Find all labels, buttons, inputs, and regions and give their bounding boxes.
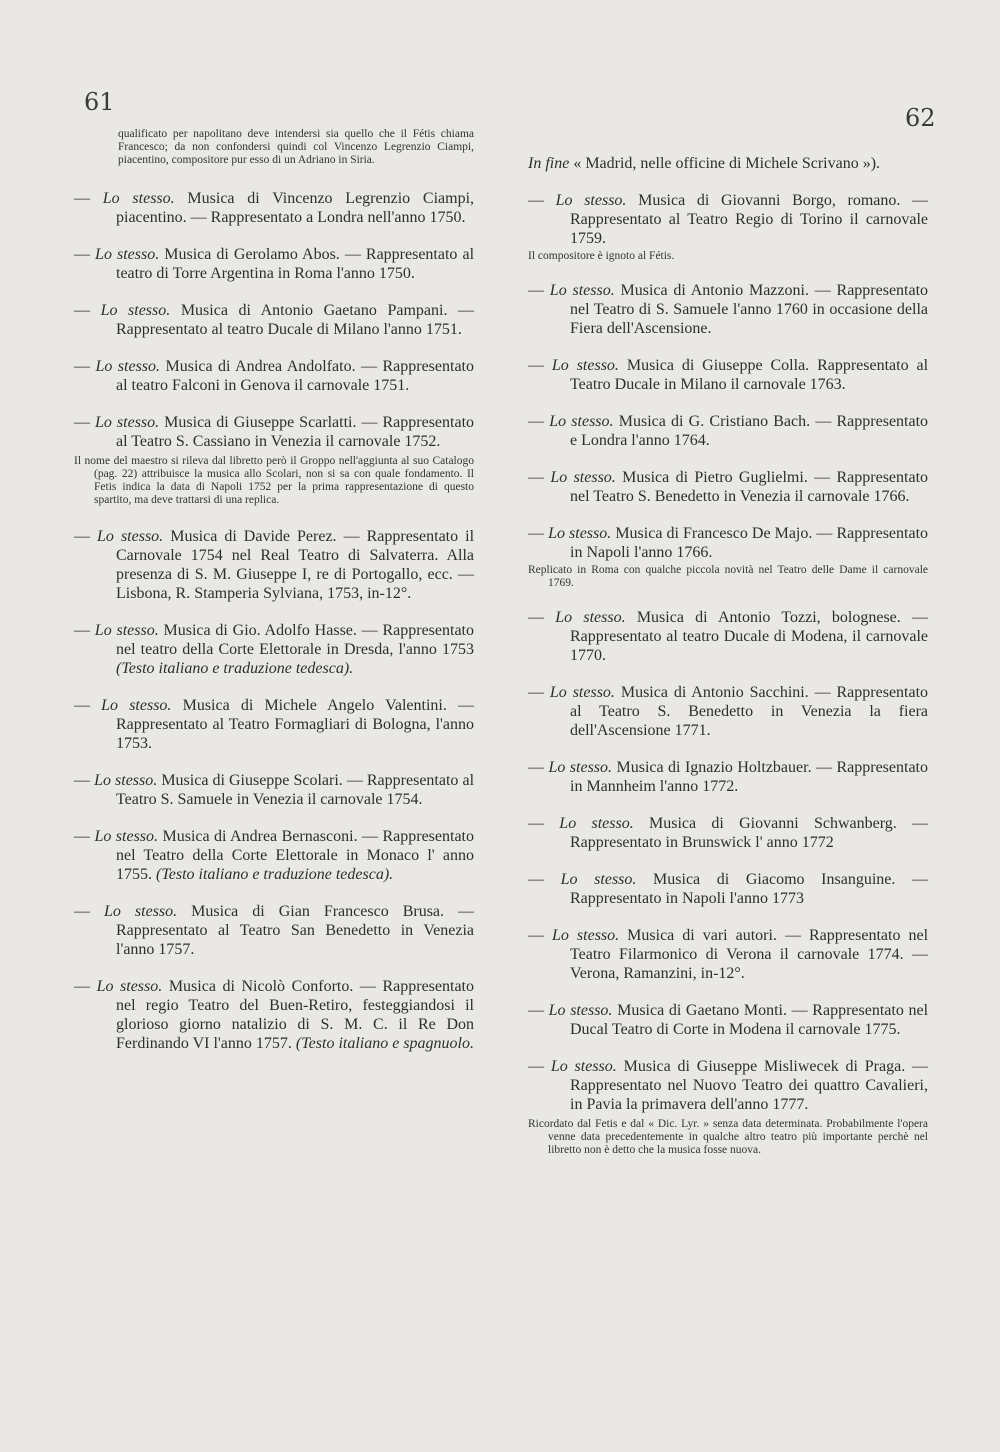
entry-lead: Lo stesso. <box>95 358 161 375</box>
entry-lead: Lo stesso. <box>555 609 626 626</box>
catalog-entry: — Lo stesso. Musica di Gian Francesco Brusa. — Rappresentato al Teatro San Benedetto in Venezia l'anno 1757. <box>74 903 475 958</box>
catalog-entry: — Lo stesso. Musica di Davide Perez. — Rappresentato il Carnovale 1754 nel Real Teatro di Salvaterra. Alla presenza di S. M. Giuseppe I, re di Portogallo, ecc. — Lisbona, R. Stamperia Sylviana, 1753, in-12°. <box>74 528 475 602</box>
catalog-entry: — Lo stesso. Musica di Giuseppe Colla. Rappresentato al Teatro Ducale in Milano il carnovale 1763. <box>528 357 929 393</box>
footnote <box>528 1118 928 1157</box>
entry-lead: Lo stesso. <box>548 759 613 776</box>
footnote <box>74 455 474 507</box>
entry-text: Musica di Michele Angelo Valentini. — Rappresentato al Teatro Formagliari di Bologna, l'anno 1753. <box>116 697 475 752</box>
left-page-number: 61 <box>84 88 115 116</box>
entry-lead: In fine <box>528 155 570 172</box>
catalog-entry: — Lo stesso. Musica di Giovanni Schwanberg. — Rappresentato in Brunswick l' anno 1772 <box>528 815 929 851</box>
entry-tail: (Testo italiano e traduzione tedesca). <box>156 866 394 883</box>
catalog-entry: — Lo stesso. Musica di Michele Angelo Valentini. — Rappresentato al Teatro Formagliari di Bologna, l'anno 1753. <box>74 697 475 752</box>
entry-lead: Lo stesso. <box>550 469 616 486</box>
right-page-number: 62 <box>905 104 936 132</box>
entry-text: Musica di G. Cristiano Bach. — Rappresentato e Londra l'anno 1764. <box>570 413 929 449</box>
entry-text: Musica di Ignazio Holtzbauer. — Rappresentato in Mannheim l'anno 1772. <box>570 759 928 795</box>
entry-lead: Lo stesso. <box>548 525 612 542</box>
entry-text: Musica di Gerolamo Abos. — Rappresentato al teatro di Torre Argentina in Roma l'anno 1750. <box>116 246 475 282</box>
right-text-column <box>528 154 928 1157</box>
footnote-text: Il compositore è ignoto al Fétis. <box>528 250 675 262</box>
entry-text: Musica di Antonio Tozzi, bolognese. — Rappresentato al teatro Ducale di Modena, il carnovale 1770. <box>570 609 928 664</box>
entry-text: Musica di Giuseppe Scolari. — Rappresentato al Teatro S. Samuele in Venezia il carnovale 1754. <box>116 772 475 808</box>
catalog-entry: — Lo stesso. Musica di Andrea Bernasconi. — Rappresentato nel Teatro della Corte Elettorale in Monaco l' anno 1755. (Testo italiano e traduzione tedesca). <box>74 828 474 883</box>
entry-lead: Lo stesso. <box>549 413 614 430</box>
catalog-entry: — Lo stesso. Musica di Francesco De Majo. — Rappresentato in Napoli l'anno 1766. <box>528 525 929 561</box>
catalog-entry <box>528 154 928 173</box>
entry-lead: Lo stesso. <box>552 927 620 944</box>
entry-text: Musica di Giuseppe Scarlatti. — Rappresentato al Teatro S. Cassiano in Venezia il carnovale 1752. <box>116 414 475 450</box>
footnote <box>74 128 474 167</box>
footnote <box>528 564 928 590</box>
entry-lead: Lo stesso. <box>94 622 159 639</box>
entry-text: Musica di Giuseppe Misliwecek di Praga. — Rappresentato nel Nuovo Teatro dei quattro Cavalieri, in Pavia la primavera dell'anno 1777. <box>570 1058 929 1113</box>
entry-lead: Lo stesso. <box>102 190 175 207</box>
entry-text: Musica di Antonio Sacchini. — Rappresentato al Teatro S. Benedetto in Venezia la fiera dell'Ascensione 1771. <box>570 684 929 739</box>
catalog-entry: — Lo stesso. Musica di vari autori. — Rappresentato nel Teatro Filarmonico di Verona il carnovale 1774. — Verona, Ramanzini, in-12°. <box>528 927 929 982</box>
entry-lead: Lo stesso. <box>101 697 172 714</box>
entry-text: Musica di Giacomo Insanguine. — Rappresentato in Napoli l'anno 1773 <box>570 871 928 907</box>
catalog-entry: — Lo stesso. Musica di Giacomo Insanguine. — Rappresentato in Napoli l'anno 1773 <box>528 871 928 907</box>
footnote-text: Replicato in Roma con qualche piccola novità nel Teatro delle Dame il carnovale 1769. <box>528 564 928 589</box>
entry-lead: Lo stesso. <box>95 414 160 431</box>
catalog-entry: — Lo stesso. Musica di Gerolamo Abos. — Rappresentato al teatro di Torre Argentina in Roma l'anno 1750. <box>74 246 475 282</box>
left-text-column <box>74 128 474 1053</box>
entry-text: Musica di Antonio Mazzoni. — Rappresentato nel Teatro di S. Samuele l'anno 1760 in occasione della Fiera dell'Ascensione. <box>570 282 929 337</box>
entry-lead: Lo stesso. <box>94 772 158 789</box>
entry-text: Musica di Davide Perez. — Rappresentato il Carnovale 1754 nel Real Teatro di Salvaterra. Alla presenza di S. M. Giuseppe I, re di Portogallo, ecc. — Lisbona, R. Stamperia Sylviana, 1753, in-12°. <box>116 528 475 602</box>
entry-lead: Lo stesso. <box>549 684 615 701</box>
entry-text: Musica di Giovanni Borgo, romano. — Rappresentato al Teatro Regio di Torino il carnovale 1759. <box>570 192 929 247</box>
footnote-text: Ricordato dal Fetis e dal « Dic. Lyr. » senza data determinata. Probabilmente l'opera venne data precedentemente in qualche altro teatro più importante perchè nel libretto non è detto che la musica fosse nuova. <box>528 1118 928 1156</box>
entry-lead: Lo stesso. <box>550 1058 617 1075</box>
entry-tail: (Testo italiano e spagnuolo. <box>295 1035 474 1052</box>
entry-lead: Lo stesso. <box>559 815 634 832</box>
entry-text: Musica di Gaetano Monti. — Rappresentato nel Ducal Teatro di Corte in Modena il carnovale 1775. <box>570 1002 929 1038</box>
entry-text: « Madrid, nelle officine di Michele Scrivano »). <box>573 155 881 172</box>
entry-lead: Lo stesso. <box>555 192 627 209</box>
entry-lead: Lo stesso. <box>94 828 159 845</box>
catalog-entry: — Lo stesso. Musica di Nicolò Conforto. — Rappresentato nel regio Teatro del Buen-Retiro, festeggiandosi il glorioso giorno natalizio di S. M. C. il Re Don Ferdinando VI l'anno 1757. (Testo italiano e spagnuolo. <box>74 978 475 1052</box>
catalog-entry: — Lo stesso. Musica di Gio. Adolfo Hasse. — Rappresentato nel teatro della Corte Elettorale in Dresda, l'anno 1753 (Testo italiano e traduzione tedesca). <box>74 622 475 677</box>
footnote-text: Il nome del maestro si rileva dal libretto però il Groppo nell'aggiunta al suo Catalogo (pag. 22) attribuisce la musica allo Scolari, non si sa con quale fondamento. Il Fetis indica la data di Napoli 1752 per la prima rappresentazione di questo spartito, ma deve trattarsi di una replica. <box>74 455 474 506</box>
entry-lead: Lo stesso. <box>95 246 160 263</box>
catalog-entry: — Lo stesso. Musica di Andrea Andolfato. — Rappresentato al teatro Falconi in Genova il carnovale 1751. <box>74 358 475 394</box>
catalog-entry: — Lo stesso. Musica di Pietro Guglielmi. — Rappresentato nel Teatro S. Benedetto in Venezia il carnovale 1766. <box>528 469 929 505</box>
entry-text: Musica di Vincenzo Legrenzio Ciampi, piacentino. — Rappresentato a Londra nell'anno 1750. <box>116 190 475 226</box>
entry-lead: Lo stesso. <box>104 903 178 920</box>
entry-text: Musica di Andrea Bernasconi. — Rappresentato nel Teatro della Corte Elettorale in Monaco l' anno 1755. <box>116 828 474 883</box>
entry-lead: Lo stesso. <box>551 357 619 374</box>
catalog-entry: — Lo stesso. Musica di Giovanni Borgo, romano. — Rappresentato al Teatro Regio di Torino il carnovale 1759. <box>528 192 929 247</box>
catalog-entry: — Lo stesso. Musica di Gaetano Monti. — Rappresentato nel Ducal Teatro di Corte in Modena il carnovale 1775. <box>528 1002 929 1038</box>
catalog-entry: — Lo stesso. Musica di Antonio Gaetano Pampani. — Rappresentato al teatro Ducale di Milano l'anno 1751. <box>74 302 475 338</box>
entry-text: Musica di Giuseppe Colla. Rappresentato al Teatro Ducale in Milano il carnovale 1763. <box>570 357 929 393</box>
entry-lead: Lo stesso. <box>548 1002 613 1019</box>
entry-text: Musica di Pietro Guglielmi. — Rappresentato nel Teatro S. Benedetto in Venezia il carnovale 1766. <box>570 469 929 505</box>
entry-text: Musica di Gian Francesco Brusa. — Rappresentato al Teatro San Benedetto in Venezia l'anno 1757. <box>116 903 475 958</box>
entry-text: Musica di Nicolò Conforto. — Rappresentato nel regio Teatro del Buen-Retiro, festeggiandosi il glorioso giorno natalizio di S. M. C. il Re Don Ferdinando VI l'anno 1757. <box>116 978 475 1052</box>
entry-text: Musica di Gio. Adolfo Hasse. — Rappresentato nel teatro della Corte Elettorale in Dresda, l'anno 1753 <box>116 622 475 658</box>
entry-lead: Lo stesso. <box>560 871 637 888</box>
catalog-entry: — Lo stesso. Musica di G. Cristiano Bach. — Rappresentato e Londra l'anno 1764. <box>528 413 929 449</box>
entry-text: Musica di Antonio Gaetano Pampani. — Rappresentato al teatro Ducale di Milano l'anno 1751. <box>116 302 475 338</box>
catalog-entry: — Lo stesso. Musica di Vincenzo Legrenzio Ciampi, piacentino. — Rappresentato a Londra nell'anno 1750. <box>74 190 475 226</box>
entry-text: Musica di vari autori. — Rappresentato nel Teatro Filarmonico di Verona il carnovale 1774. — Verona, Ramanzini, in-12°. <box>570 927 929 982</box>
entry-lead: Lo stesso. <box>96 978 163 995</box>
catalog-entry: — Lo stesso. Musica di Ignazio Holtzbauer. — Rappresentato in Mannheim l'anno 1772. <box>528 759 928 795</box>
entry-text: Musica di Andrea Andolfato. — Rappresentato al teatro Falconi in Genova il carnovale 1751. <box>116 358 475 394</box>
catalog-entry: — Lo stesso. Musica di Giuseppe Scarlatti. — Rappresentato al Teatro S. Cassiano in Venezia il carnovale 1752. <box>74 414 475 450</box>
entry-lead: Lo stesso. <box>549 282 615 299</box>
footnote <box>528 250 928 263</box>
catalog-entry: — Lo stesso. Musica di Giuseppe Misliwecek di Praga. — Rappresentato nel Nuovo Teatro dei quattro Cavalieri, in Pavia la primavera dell'anno 1777. <box>528 1058 929 1113</box>
entry-lead: Lo stesso. <box>100 302 171 319</box>
entry-text: Musica di Giovanni Schwanberg. — Rappresentato in Brunswick l' anno 1772 <box>570 815 929 851</box>
catalog-entry: — Lo stesso. Musica di Antonio Mazzoni. — Rappresentato nel Teatro di S. Samuele l'anno 1760 in occasione della Fiera dell'Ascensione. <box>528 282 929 337</box>
footnote-text: qualificato per napolitano deve intendersi sia quello che il Fétis chiama Francesco; da non confondersi quindi col Vincenzo Legrenzio Ciampi, piacentino, compositore pur esso di un Adriano in Siria. <box>118 128 474 166</box>
catalog-entry: — Lo stesso. Musica di Antonio Sacchini. — Rappresentato al Teatro S. Benedetto in Venezia la fiera dell'Ascensione 1771. <box>528 684 929 739</box>
entry-lead: Lo stesso. <box>97 528 164 545</box>
entry-tail: (Testo italiano e traduzione tedesca). <box>116 660 354 677</box>
entry-text: Musica di Francesco De Majo. — Rappresentato in Napoli l'anno 1766. <box>570 525 929 561</box>
catalog-entry: — Lo stesso. Musica di Giuseppe Scolari. — Rappresentato al Teatro S. Samuele in Venezia il carnovale 1754. <box>74 772 475 808</box>
catalog-entry: — Lo stesso. Musica di Antonio Tozzi, bolognese. — Rappresentato al teatro Ducale di Modena, il carnovale 1770. <box>528 609 928 664</box>
